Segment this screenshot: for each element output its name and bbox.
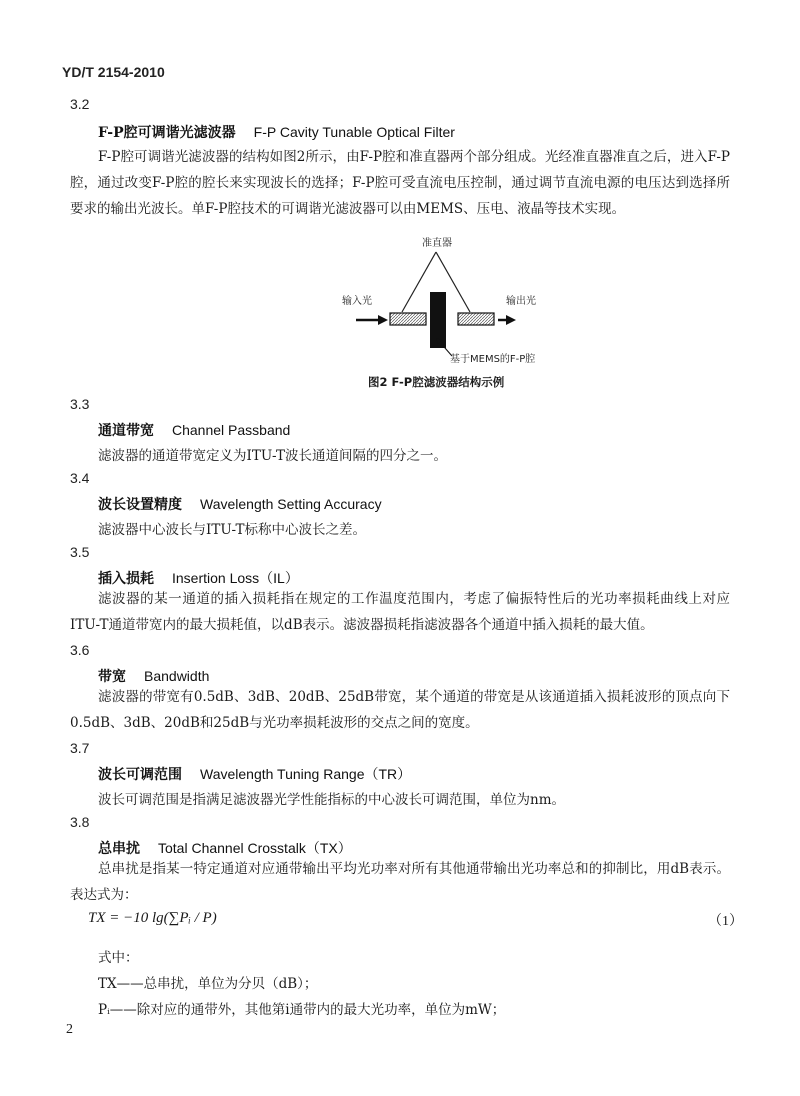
- section-title-cn: 波长设置精度: [98, 497, 182, 513]
- paragraph: 滤波器中心波长与ITU-T标称中心波长之差。: [98, 522, 367, 538]
- section-title-cn: 通道带宽: [98, 423, 154, 439]
- section-title: [98, 838, 352, 858]
- section-title: [98, 764, 411, 784]
- section-title-en: Wavelength Tuning Range（TR）: [200, 766, 412, 782]
- section-title-cn: 插入损耗: [98, 571, 154, 587]
- paragraph: 滤波器的某一通道的插入损耗指在规定的工作温度范围内，考虑了偏振特性后的光功率损耗曲线上对应ITU-T通道带宽内的最大损耗值，以dB表示。滤波器损耗指滤波器各个通道中插入损耗的最大值。: [70, 591, 730, 633]
- section-title-en: Wavelength Setting Accuracy: [200, 496, 382, 512]
- section-number: 3.2: [70, 96, 90, 112]
- collimator-right: [458, 313, 494, 325]
- output-arrow-head: [506, 315, 516, 325]
- section-title-en: Channel Passband: [172, 422, 291, 438]
- section-number: 3.7: [70, 740, 90, 756]
- paragraph: 滤波器的带宽有0.5dB、3dB、20dB、25dB带宽，某个通道的带宽是从该通道插入损耗波形的顶点向下0.5dB、3dB、20dB和25dB与光功率损耗波形的交点之间的宽度。: [70, 689, 730, 731]
- section-title-en: F-P Cavity Tunable Optical Filter: [253, 124, 455, 140]
- section-title: [98, 666, 209, 686]
- where-item: TX——总串扰，单位为分贝（dB）；: [98, 976, 318, 992]
- section-title-en: Bandwidth: [144, 668, 210, 684]
- section-number: 3.5: [70, 544, 90, 560]
- section-title: [98, 420, 290, 440]
- section-title-cn: 总串扰: [98, 841, 140, 857]
- equation-number: （1）: [708, 914, 743, 929]
- standard-number: YD/T 2154-2010: [62, 64, 165, 80]
- paragraph: 总串扰是指某一特定通道对应通带输出平均光功率对所有其他通带输出光功率总和的抑制比，用dB表示。表达式为：: [70, 861, 730, 903]
- page-number: 2: [66, 1022, 73, 1037]
- input-arrow-head: [378, 315, 388, 325]
- paragraph: 波长可调范围是指满足滤波器光学性能指标的中心波长可调范围，单位为nm。: [98, 792, 565, 808]
- section-title: [98, 122, 455, 142]
- paragraph: 滤波器的通道带宽定义为ITU-T波长通道间隔的四分之一。: [98, 448, 448, 464]
- section-title-cn: F-P腔可调谐光滤波器: [98, 125, 236, 141]
- label-collimator: 准直器: [422, 238, 452, 249]
- figure-caption: 图2 F-P腔滤波器结构示例: [368, 375, 505, 389]
- section-title: [98, 494, 382, 514]
- section-title-cn: 波长可调范围: [98, 767, 182, 783]
- section-number: 3.8: [70, 814, 90, 830]
- where-title: 式中：: [98, 950, 139, 966]
- section-title-en: Total Channel Crosstalk（TX）: [158, 840, 352, 856]
- label-mems-cavity: 基于MEMS的F-P腔: [450, 354, 536, 365]
- where-item: Pᵢ——除对应的通带外，其他第i通带内的最大光功率，单位为mW；: [98, 1002, 506, 1018]
- paragraph: F-P腔可调谐光滤波器的结构如图2所示，由F-P腔和准直器两个部分组成。光经准直器准直之后，进入F-P腔，通过改变F-P腔的腔长来实现波长的选择；F-P腔可受直流电压控制，通过调节直流电源的电压达到选择所要求的输出光波长。单F-P腔技术的可调谐光滤波器可以由MEMS、压电、液晶等技术实现。: [70, 149, 730, 217]
- section-number: 3.3: [70, 396, 90, 412]
- section-number: 3.4: [70, 470, 90, 486]
- figure-fp-filter: [320, 232, 550, 370]
- formula: TX = −10 lg(∑Pᵢ / P): [88, 910, 217, 926]
- section-title: [98, 568, 299, 588]
- section-number: 3.6: [70, 642, 90, 658]
- collimator-left: [390, 313, 426, 325]
- label-input-light: 输入光: [342, 296, 372, 307]
- section-title-cn: 带宽: [98, 669, 126, 685]
- section-title-en: Insertion Loss（IL）: [172, 570, 299, 586]
- label-output-light: 输出光: [506, 296, 536, 307]
